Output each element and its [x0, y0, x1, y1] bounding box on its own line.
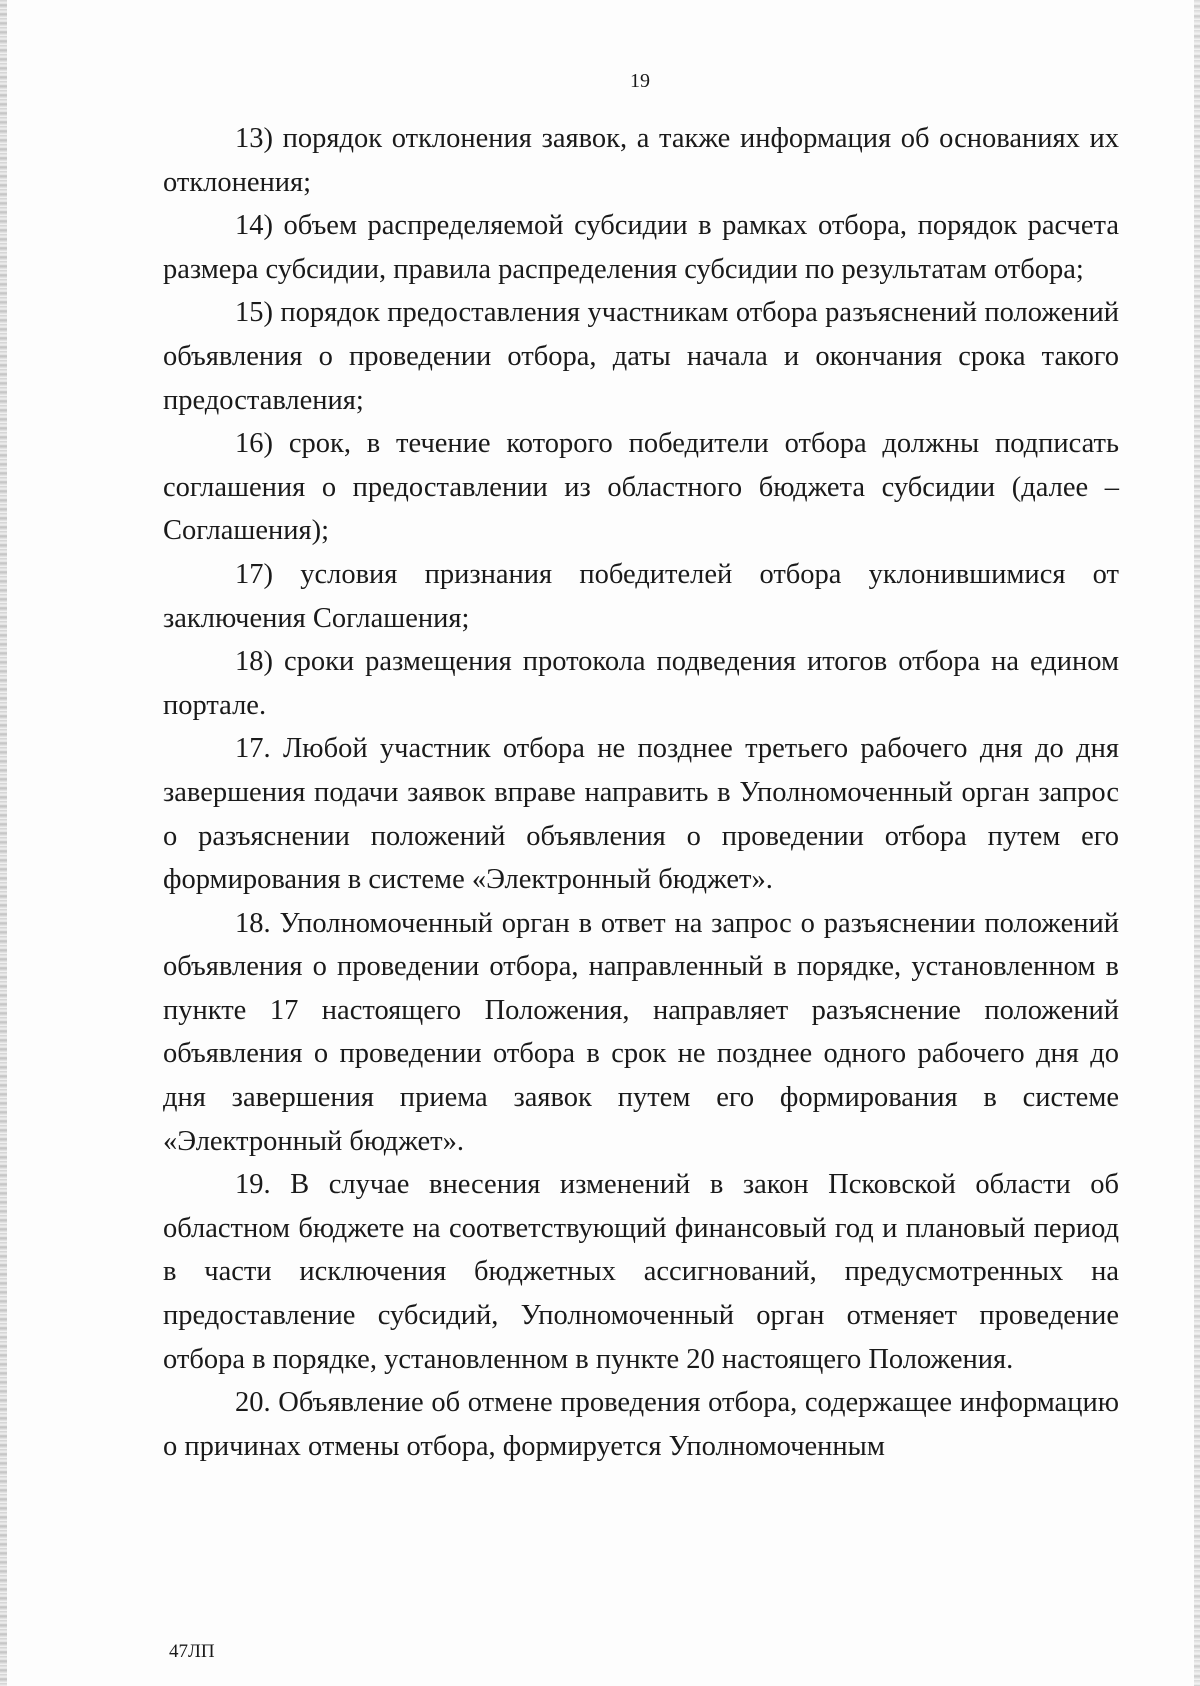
paragraph: 14) объем распределяемой субсидии в рамках отбора, порядок расчета размера субсидии, правила распределения субсидии по результатам отбора; — [163, 210, 1119, 285]
paragraph: 19. В случае внесения изменений в закон Псковской области об областном бюджете на соответствующий финансовый год и плановый период в части исключения бюджетных ассигнований, предусмотренных на предоставление субсидий, Уполномоченный орган отменяет проведение отбора в порядке, установленном в пункте 20 настоящего Положения. — [163, 1169, 1119, 1375]
paragraph: 18. Уполномоченный орган в ответ на запрос о разъяснении положений объявления о проведении отбора, направленный в порядке, установленном в пункте 17 настоящего Положения, направляет разъяснение положений объявления о проведении отбора в срок не позднее одного рабочего дня до дня завершения приема заявок путем его формирования в системе «Электронный бюджет». — [163, 907, 1119, 1157]
paragraph: 17. Любой участник отбора не позднее третьего рабочего дня до дня завершения подачи заявок вправе направить в Уполномоченный орган запрос о разъяснении положений объявления о проведении отбора путем его формирования в системе «Электронный бюджет». — [163, 733, 1119, 896]
page-number: 19 — [630, 70, 650, 92]
document-footer-code: 47ЛП — [169, 1641, 215, 1662]
paragraph: 16) срок, в течение которого победители отбора должны подписать соглашения о предоставлении из областного бюджета субсидии (далее – Соглашения); — [163, 428, 1119, 547]
paragraph: 13) порядок отклонения заявок, а также информация об основаниях их отклонения; — [163, 123, 1119, 198]
paragraph: 18) сроки размещения протокола подведения итогов отбора на едином портале. — [163, 646, 1119, 721]
document-body — [163, 117, 1119, 1468]
paragraph: 20. Объявление об отмене проведения отбора, содержащее информацию о причинах отмены отбора, формируется Уполномоченным — [163, 1387, 1119, 1462]
paragraph: 17) условия признания победителей отбора уклонившимися от заключения Соглашения; — [163, 558, 1119, 634]
scan-edge-right — [1194, 0, 1200, 1686]
paragraph: 15) порядок предоставления участникам отбора разъяснений положений объявления о проведении отбора, даты начала и окончания срока такого предоставления; — [163, 297, 1119, 416]
scan-edge-left — [0, 0, 7, 1686]
